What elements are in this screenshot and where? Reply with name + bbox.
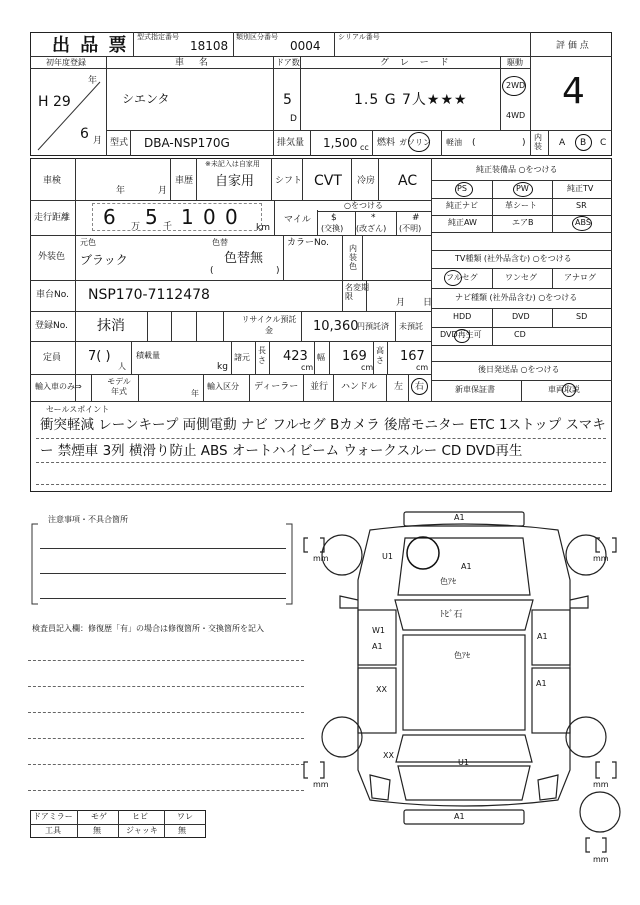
name-change-label: 名変期限 [345,283,369,301]
score-value: 4 [562,71,585,112]
diag-hood-a1: A1 [461,562,472,571]
first-reg-month-unit: 月 [93,136,103,146]
first-reg-label: 初年度登録 [46,58,86,67]
first-reg-year-unit: 年 [88,76,98,86]
diag-right-a1-top: A1 [537,632,548,641]
diag-left-xx: XX [376,685,387,694]
meter-mod: * [371,213,376,223]
mm-front-left: mm [313,554,329,563]
shift-label: シフト [275,176,303,186]
orig-color-label: 元色 [80,238,96,247]
first-reg-era-year: H 29 [38,94,71,110]
displacement-unit: cc [360,143,369,152]
later-manual-circle [562,383,576,397]
drive-label: 駆動 [507,58,523,67]
navi-dvd-play-circle [454,329,470,343]
type-cert-number: 18108 [190,39,229,53]
grade-value: 1.5 G 7人★★★ [354,92,468,108]
doors-label: ドア数 [276,58,300,67]
import-label: 輸入車のみ⇒ [35,382,82,391]
ac-label: 冷房 [357,176,376,186]
fuel-paren-close: ) [522,138,526,148]
mileage-label: 走行距離 [34,213,71,223]
diag-rear-u1: U1 [458,758,469,767]
dims-label: 諸元 [234,353,250,362]
sales-points-line2: ー 禁煙車 3列 横滑り防止 ABS オートハイビーム ウォークスルー CD DVD再生 [40,443,523,459]
navi-dvd: DVD [512,312,530,321]
load-unit: kg [217,362,228,372]
type-cert-label: 型式指定番号 [137,33,179,41]
diag-roof: ﾄﾋﾞ石 [440,610,463,620]
mileage-unit-man: 万 [131,222,141,232]
interior-color-label: 内装色 [349,244,357,271]
equip-aw: 純正AW [448,218,477,227]
interior-a: A [559,138,566,148]
tv-oneseg: ワンセグ [505,273,537,282]
chassis-label: 車台No. [36,290,69,300]
mm-front-right: mm [593,554,609,563]
interior-b: B [580,138,587,148]
drive-2wd-circle [502,76,526,96]
later-title: 後日発送品 ○をつける [478,365,560,374]
navi-cd: CD [514,330,526,339]
history-label: 車歴 [175,176,194,186]
shaken-year-unit: 年 [116,186,126,196]
sales-points-line1: 衝突軽減 レーンキープ 両側電動 ナビ フルセグ Bカメラ 後席モニター ETC 1ストップ スマキ [40,417,606,433]
diag-right-a1-bottom: A1 [536,679,547,688]
equip-sr: SR [576,201,587,210]
import-parallel: 並行 [310,382,329,392]
chassis-number: NSP170-7112478 [88,287,210,303]
category-number: 0004 [290,39,321,53]
handle-right-circle [411,378,428,395]
fuel-gasoline: ガソリン [399,138,431,147]
glass-row2-c3: ジャッキ [126,826,158,835]
height-label: 高さ [376,346,384,365]
height-value: 167 [400,349,425,364]
diag-front-a1: A1 [454,513,465,522]
width-label: 幅 [317,353,325,362]
interior-label: 内装 [534,133,542,151]
tv-title: TV種類 (社外品含む) ○をつける [455,254,572,263]
len-unit: cm [301,363,314,372]
mm-rear-right: mm [593,780,609,789]
interior-b-circle [575,134,592,151]
diag-rear-a1: A1 [454,812,465,821]
sales-points-label: セールスポイント [46,405,110,414]
doors-value: 5 [283,92,292,108]
repaint-paren-close: ) [276,266,280,276]
equip-ps: PS [457,184,467,193]
equipment-title: 純正装備品 ○をつける [476,165,558,174]
handle-label: ハンドル [341,382,378,392]
repaint-value: 色替無 [224,251,264,266]
name-change-day: 日 [423,298,433,308]
equip-airbag: エアB [512,218,534,227]
mileage-digit-4: 0 [203,205,216,229]
color-no-label: カラーNo. [287,238,329,248]
later-warranty: 新車保証書 [455,385,495,394]
glass-row1-c2: モゲ [91,812,107,821]
width-value: 169 [342,349,367,364]
equip-abs-circle [572,216,592,231]
meter-swap-sub: (交換) [321,224,344,233]
equip-tv: 純正TV [567,184,594,193]
recycle-label: リサイクル預託金 [241,315,297,335]
shaken-month-unit: 月 [158,186,168,196]
drive-4wd: 4WD [506,111,526,120]
caution-brackets [28,515,298,610]
reg-no-value: 抹消 [97,318,125,334]
tv-fullseg: フルセグ [446,273,478,282]
caution-line-2 [40,573,286,574]
mileage-unit-mile: マイル [284,215,311,225]
interior-c: C [600,138,607,148]
tv-fullseg-circle [444,270,462,286]
mileage-digit-2: 5 [145,205,158,229]
category-label: 類別区分番号 [236,33,278,41]
displacement-label: 排気量 [277,138,305,148]
doors-sub: D [290,114,297,124]
handle-right: 右 [415,382,425,392]
len-label: 長さ [258,346,266,365]
capacity-value: 7( ) [88,349,111,364]
diag-hood-color: 色ｱｾ [440,577,456,586]
equip-pw: PW [516,184,529,193]
form-title: 出 品 票 [52,35,129,56]
car-name-label: 車 名 [175,58,214,68]
serial-label: シリアル番号 [338,33,380,41]
width-unit: cm [361,363,374,372]
car-diagram [300,500,630,900]
mileage-digit-1: 6 [103,205,116,229]
capacity-label: 定員 [43,353,62,363]
inspector-label: 検査員記入欄：修復歴「有」の場合は修復箇所・交換箇所を記入 [32,624,264,633]
later-manual: 車両取説 [548,385,580,394]
mileage-unit-sen: 千 [163,222,173,232]
import-type-label: 輸入区分 [207,382,239,391]
mileage-digit-5: 0 [225,205,238,229]
tv-analog: アナログ [564,273,596,282]
mm-spare: mm [593,855,609,864]
glass-row1-c1: ドアミラー [33,812,73,821]
diag-left-w1: W1 [372,626,385,635]
name-change-month: 月 [396,298,406,308]
grade-label: グ レ ー ド [380,58,453,68]
load-label: 積載量 [136,351,160,360]
capacity-unit: 人 [118,362,126,371]
mileage-digit-3: 1 [181,205,194,229]
repaint-paren-open: ( [210,266,214,276]
model-label: 型式 [110,138,129,148]
caution-line-1 [40,548,286,549]
score-label: 評 価 点 [556,41,589,51]
shift-value: CVT [314,173,342,189]
first-reg-month: 6 [80,126,89,142]
model-year-label: モデル年式 [107,377,131,396]
equip-pw-circle [513,182,533,197]
handle-left: 左 [394,382,404,392]
meter-swap: $ [331,213,337,223]
fuel-gasoline-circle [408,132,430,152]
caution-label: 注意事項・不具合箇所 [48,515,128,524]
history-value: 自家用 [215,174,255,189]
equip-navi: 純正ナビ [446,201,478,210]
repaint-label: 色替 [212,238,228,247]
navi-sd: SD [576,312,588,321]
glass-row2-c1: 工具 [45,826,61,835]
navi-title: ナビ種類 (社外品含む) ○をつける [455,293,578,302]
mm-rear-left: mm [313,780,329,789]
diag-rear-xx: XX [383,751,394,760]
model-year-unit: 年 [191,389,199,398]
color-label: 外装色 [38,252,66,262]
car-name-value: シエンタ [122,92,170,106]
model-value: DBA-NSP170G [144,136,230,150]
len-value: 423 [283,349,308,364]
glass-row2-c2: 無 [93,826,101,835]
meter-unknown: # [412,213,420,223]
glass-row2-c4: 無 [178,826,186,835]
history-note: ※未記入は自家用 [205,160,260,168]
recycle-value: 10,360 [313,319,359,334]
navi-hdd: HDD [453,312,472,321]
glass-row1-c3: ヒビ [132,812,148,821]
orig-color-value: ブラック [80,253,128,267]
fuel-label: 燃料 [377,138,396,148]
recycle-not: 未預託 [399,322,423,331]
diag-u1-left: U1 [382,552,393,561]
shaken-label: 車検 [43,176,62,186]
equip-abs: ABS [575,218,591,227]
fuel-diesel: 軽油 [446,138,462,147]
equip-leather: 革シート [505,201,537,210]
fuel-paren-open: ( [472,138,476,148]
drive-2wd: 2WD [506,81,526,90]
meter-mod-sub: (改ざん) [356,224,387,233]
mileage-unit-km: km [256,223,270,233]
diag-roof-color: 色ｱｾ [454,651,470,660]
import-dealer: ディーラー [254,382,299,392]
reg-no-label: 登録No. [35,321,68,331]
caution-line-3 [40,598,286,599]
height-unit: cm [416,363,429,372]
mileage-circle-note: ○をつける [344,201,383,210]
glass-row1-c4: ワレ [177,812,193,821]
recycle-unit: 円預託済 [357,322,389,331]
equip-ps-circle [455,182,473,197]
navi-dvd-play: DVD再生可 [440,330,482,339]
diag-left-a1: A1 [372,642,383,651]
ac-value: AC [398,173,418,189]
displacement-value: 1,500 [323,136,358,150]
meter-unknown-sub: (不明) [399,224,422,233]
